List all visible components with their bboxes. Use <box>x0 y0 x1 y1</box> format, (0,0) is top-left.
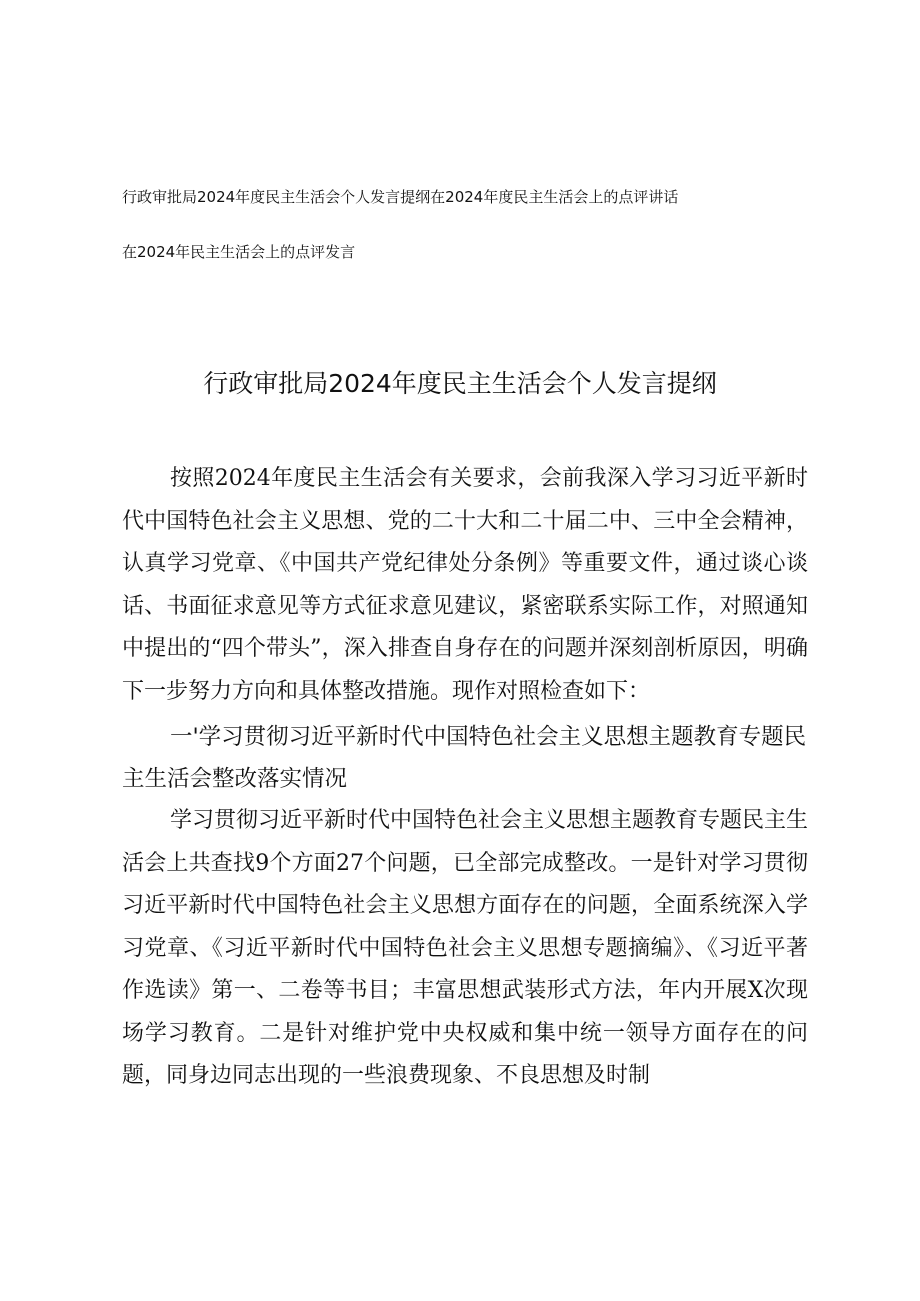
document-title: 行政审批局2024年度民主生活会个人发言提纲 <box>203 369 717 398</box>
paragraph-section-1: 学习贯彻习近平新时代中国特色社会主义思想主题教育专题民主生活会上共查找9个方面27个问题，已全部完成整改。一是针对学习贯彻习近平新时代中国特色社会主义思想方面存在的问题，全面系统深入学习党章、《习近平新时代中国特色社会主义思想专题摘编》、《习近平著作选读》第一、二卷等书目；丰富思想武装形式方法，年内开展X次现场学习教育。二是针对维护党中央权威和集中统一领导方面存在的问题，同身边同志出现的一些浪费现象、不良思想及时制 <box>122 808 809 1088</box>
toc-line-2: 在2024年民主生活会上的点评发言 <box>122 243 356 261</box>
paragraph-intro: 按照2024年度民主生活会有关要求，会前我深入学习习近平新时代中国特色社会主义思想、党的二十大和二十届二中、三中全会精神，认真学习党章、《中国共产党纪律处分条例》等重要文件，通过谈心谈话、书面征求意见等方式征求意见建议，紧密联系实际工作，对照通知中提出的“四个带头”，深入排查自身存在的问题并深刻剖析原因，明确下一步努力方向和具体整改措施。现作对照检查如下： <box>122 466 808 704</box>
section-heading-1: 一'学习贯彻习近平新时代中国特色社会主义思想主题教育专题民主生活会整改落实情况 <box>122 724 807 792</box>
toc-line-1: 行政审批局2024年度民主生活会个人发言提纲在2024年度民主生活会上的点评讲话 <box>122 188 679 206</box>
